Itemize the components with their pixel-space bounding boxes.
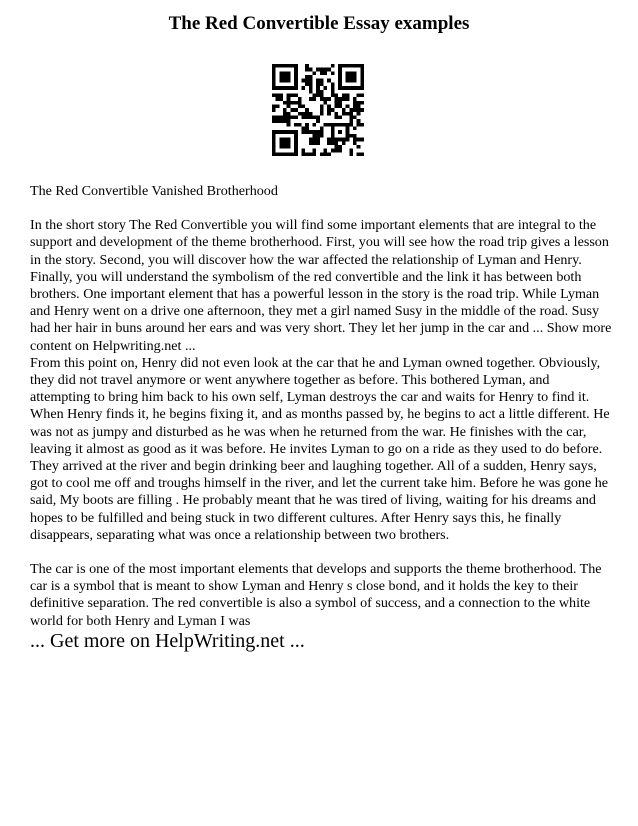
qr-code-icon	[272, 64, 364, 156]
paragraph-spacer	[30, 544, 612, 561]
essay-subtitle: The Red Convertible Vanished Brotherhood	[30, 183, 278, 199]
document-title: The Red Convertible Essay examples	[168, 13, 470, 34]
paragraph-spacer	[30, 200, 612, 217]
essay-paragraph-1: In the short story The Red Convertible you will find some important elements that are integral to the support and development of the theme brotherhood. First, you will see how the road trip gives a lesson in the story. Second, you will discover how the war affected the relationship of Lyman and Henry. Finally, you will understand the symbolism of the red convertible and the link it has between both brothers. One important element that has a powerful lesson in the story is the road trip. While Lyman and Henry went on a drive one afternoon, they met a girl named Susy in the middle of the road. Susy had her hair in buns around her ears and was very short. They let her jump in the car and ... Show more content on Helpwriting.net ...	[30, 217, 612, 354]
qr-code-graphic	[272, 64, 364, 156]
essay-body	[30, 183, 612, 630]
get-more-link[interactable]: ... Get more on HelpWriting.net ...	[30, 630, 305, 652]
essay-paragraph-3: The car is one of the most important elements that develops and supports the theme brotherhood. The car is a symbol that is meant to show Lyman and Henry s close bond, and it holds the key to their definitive separation. The red convertible is also a symbol of success, and a connection to the white world for both Henry and Lyman I was	[30, 561, 602, 629]
essay-paragraph-2: From this point on, Henry did not even look at the car that he and Lyman owned together. Obviously, they did not travel anymore or went anywhere together as before. This bothered Lyman, and attempting to bring him back to his own self, Lyman destroys the car and waits for Henry to find it. When Henry finds it, he begins fixing it, and as months passed by, he begins to act a little different. He was not as jumpy and disturbed as he was when he returned from the war. He finishes with the car, leaving it almost as good as it was before. He invites Lyman to go on a ride as they used to do before. They arrived at the river and begin drinking beer and laughing together. All of a sudden, Henry says, got to cool me off and troughs himself in the river, and let the current take him. Before he was gone he said, My boots are filling . He probably meant that he was tired of living, waiting for his dreams and hopes to be fulfilled and being stuck in two different cultures. After Henry says this, he finally disappears, separating what was once a relationship between two brothers.	[30, 354, 610, 543]
